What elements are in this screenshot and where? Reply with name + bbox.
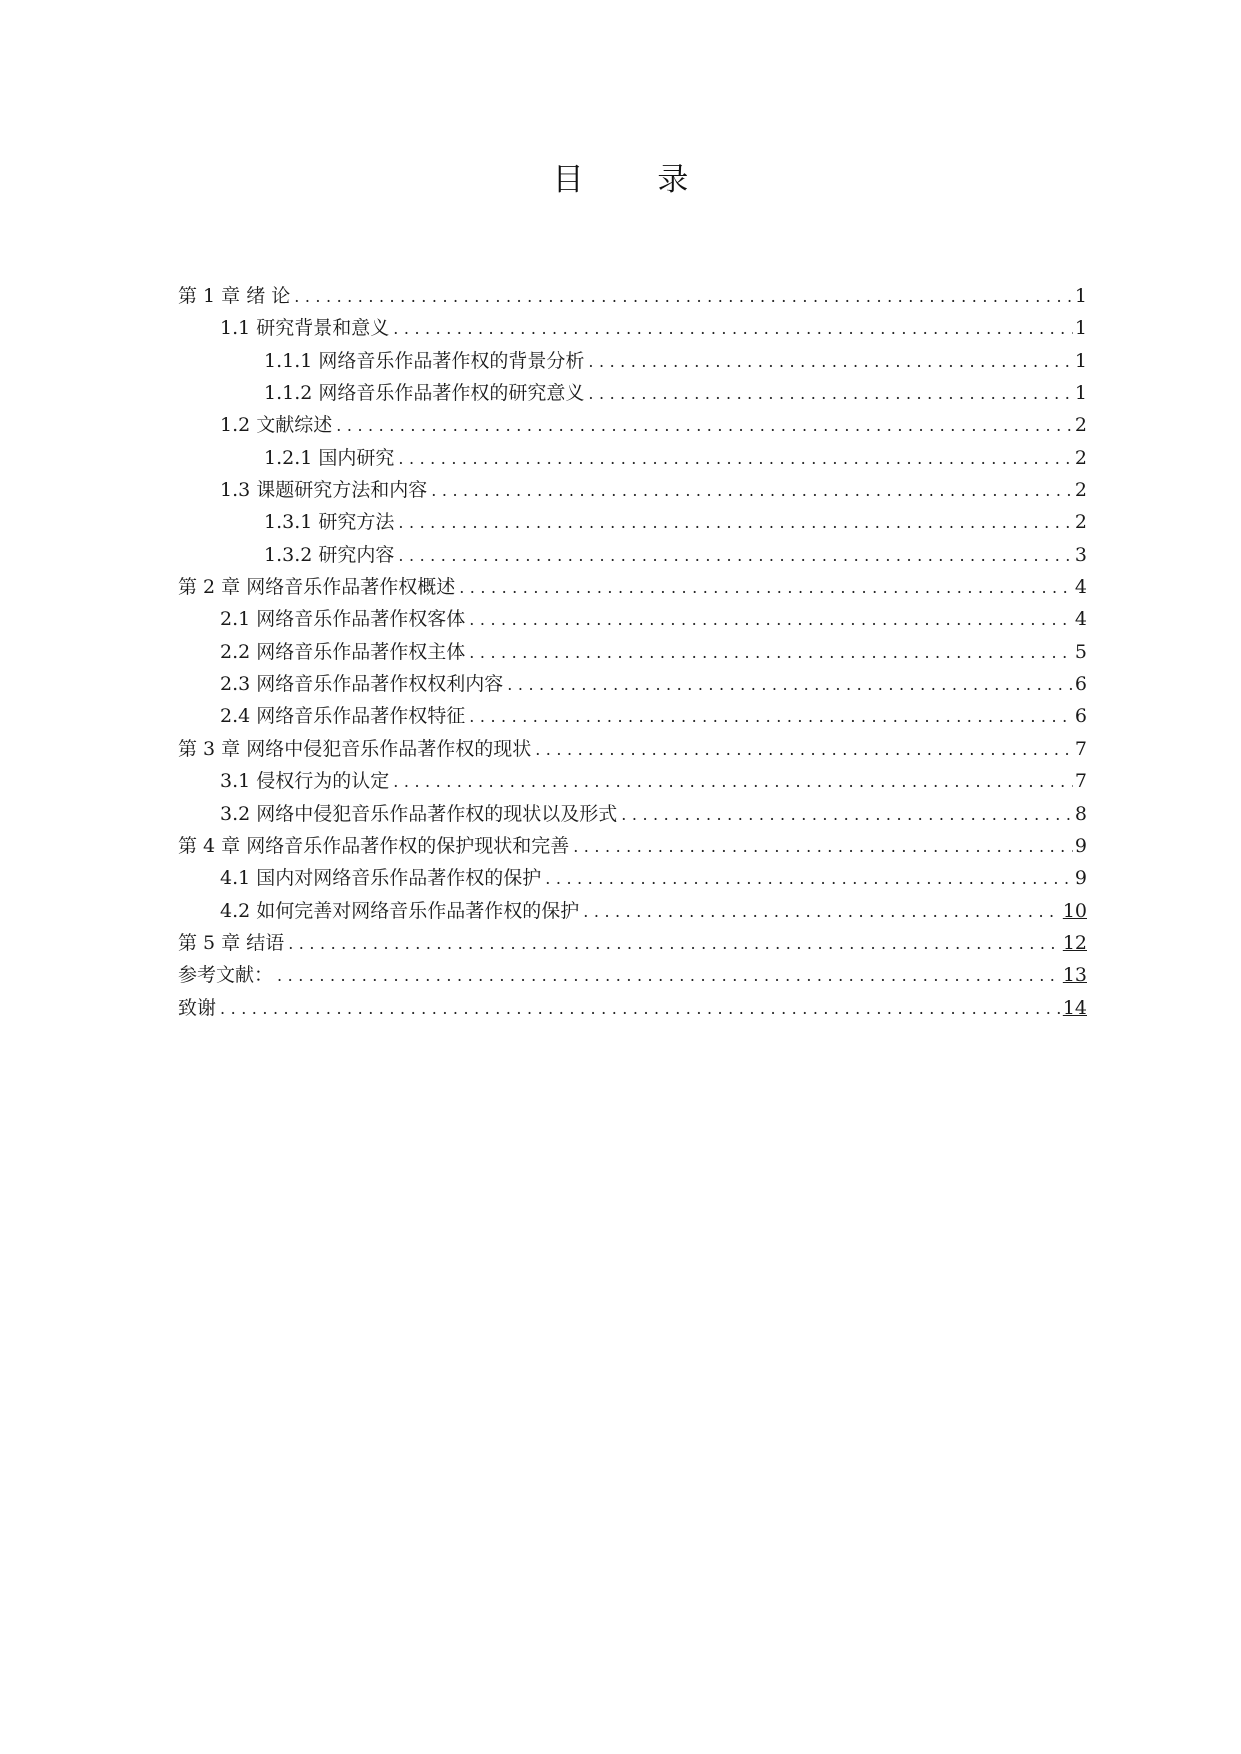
dot-leader bbox=[588, 378, 1073, 410]
toc-page-number: 2 bbox=[1074, 446, 1087, 469]
toc-entry[interactable] bbox=[178, 571, 1087, 603]
toc-entry[interactable] bbox=[178, 636, 1087, 668]
dot-leader bbox=[288, 928, 1061, 960]
toc-entry-title: 第 5 章 结语 bbox=[178, 931, 285, 954]
toc-entry[interactable] bbox=[178, 959, 1087, 991]
toc-page-number: 6 bbox=[1074, 705, 1087, 728]
dot-leader bbox=[220, 993, 1061, 1025]
toc-entry[interactable] bbox=[178, 733, 1087, 765]
toc-entry-title: 4.1 国内对网络音乐作品著作权的保护 bbox=[220, 867, 542, 890]
toc-page-number: 6 bbox=[1074, 673, 1087, 696]
dot-leader bbox=[469, 604, 1073, 636]
toc-entry[interactable] bbox=[178, 280, 1087, 312]
dot-leader bbox=[393, 313, 1073, 345]
toc-page-number: 10 bbox=[1062, 899, 1087, 922]
dot-leader bbox=[277, 960, 1061, 992]
toc-entry-title: 1.1 研究背景和意义 bbox=[220, 317, 390, 340]
toc-entry-title: 1.3.1 研究方法 bbox=[264, 511, 395, 534]
dot-leader bbox=[393, 766, 1073, 798]
toc-entry-title: 3.2 网络中侵犯音乐作品著作权的现状以及形式 bbox=[220, 802, 618, 825]
toc-page-number: 1 bbox=[1074, 382, 1087, 405]
toc-entry[interactable] bbox=[178, 992, 1087, 1024]
toc-entry-title: 1.3 课题研究方法和内容 bbox=[220, 479, 428, 502]
toc-entry[interactable] bbox=[178, 345, 1087, 377]
page-title: 目 录 bbox=[552, 162, 721, 198]
toc-page-number: 2 bbox=[1074, 414, 1087, 437]
toc-entry[interactable] bbox=[178, 409, 1087, 441]
toc-entry-title: 2.1 网络音乐作品著作权客体 bbox=[220, 608, 466, 631]
dot-leader bbox=[398, 507, 1073, 539]
dot-leader bbox=[507, 669, 1073, 701]
toc-entry[interactable] bbox=[178, 765, 1087, 797]
table-of-contents bbox=[178, 280, 1087, 1024]
toc-page-number: 1 bbox=[1074, 349, 1087, 372]
toc-page-number: 2 bbox=[1074, 479, 1087, 502]
toc-entry[interactable] bbox=[178, 312, 1087, 344]
toc-entry-title: 第 1 章 绪 论 bbox=[178, 285, 291, 307]
toc-entry-title: 1.1.2 网络音乐作品著作权的研究意义 bbox=[264, 382, 585, 405]
toc-entry[interactable] bbox=[178, 377, 1087, 409]
toc-entry-title: 第 4 章 网络音乐作品著作权的保护现状和完善 bbox=[178, 834, 570, 857]
toc-entry-title: 2.4 网络音乐作品著作权特征 bbox=[220, 705, 466, 728]
toc-entry-title: 2.2 网络音乐作品著作权主体 bbox=[220, 640, 466, 663]
dot-leader bbox=[398, 540, 1073, 572]
toc-entry-title: 3.1 侵权行为的认定 bbox=[220, 770, 390, 793]
toc-entry[interactable] bbox=[178, 668, 1087, 700]
toc-page-number: 5 bbox=[1074, 640, 1087, 663]
toc-entry[interactable] bbox=[178, 442, 1087, 474]
toc-page-number: 3 bbox=[1074, 543, 1087, 566]
toc-entry[interactable] bbox=[178, 539, 1087, 571]
dot-leader bbox=[583, 896, 1061, 928]
toc-entry[interactable] bbox=[178, 506, 1087, 538]
toc-entry-title: 4.2 如何完善对网络音乐作品著作权的保护 bbox=[220, 899, 580, 922]
dot-leader bbox=[398, 443, 1073, 475]
toc-entry[interactable] bbox=[178, 862, 1087, 894]
toc-page-number: 7 bbox=[1074, 770, 1087, 793]
toc-entry-title: 第 3 章 网络中侵犯音乐作品著作权的现状 bbox=[178, 737, 532, 760]
toc-page-number: 4 bbox=[1074, 608, 1087, 631]
toc-entry-title: 第 2 章 网络音乐作品著作权概述 bbox=[178, 576, 456, 599]
toc-page-number: 2 bbox=[1074, 511, 1087, 534]
toc-page-number: 13 bbox=[1062, 964, 1087, 987]
dot-leader bbox=[621, 799, 1073, 831]
toc-page-number: 8 bbox=[1074, 802, 1087, 825]
toc-entry-title: 参考文献： bbox=[178, 964, 274, 987]
toc-entry-title: 1.1.1 网络音乐作品著作权的背景分析 bbox=[264, 349, 585, 372]
toc-page-number: 4 bbox=[1074, 576, 1087, 599]
dot-leader bbox=[431, 475, 1073, 507]
toc-page-number: 9 bbox=[1074, 867, 1087, 890]
toc-entry[interactable] bbox=[178, 603, 1087, 635]
toc-entry[interactable] bbox=[178, 895, 1087, 927]
dot-leader bbox=[545, 863, 1073, 895]
toc-entry[interactable] bbox=[178, 927, 1087, 959]
toc-entry-title: 1.2 文献综述 bbox=[220, 414, 333, 437]
toc-entry-title: 1.2.1 国内研究 bbox=[264, 446, 395, 469]
toc-page-number: 12 bbox=[1062, 931, 1087, 954]
toc-entry-title: 致谢 bbox=[178, 996, 217, 1019]
toc-page-number: 7 bbox=[1074, 737, 1087, 760]
toc-page-number: 1 bbox=[1074, 317, 1087, 340]
dot-leader bbox=[588, 346, 1073, 378]
toc-page-number: 14 bbox=[1062, 996, 1087, 1019]
toc-entry[interactable] bbox=[178, 798, 1087, 830]
dot-leader bbox=[336, 410, 1073, 442]
dot-leader bbox=[469, 637, 1073, 669]
toc-entry[interactable] bbox=[178, 474, 1087, 506]
toc-entry[interactable] bbox=[178, 830, 1087, 862]
toc-page-number: 1 bbox=[1074, 285, 1087, 307]
toc-page-number: 9 bbox=[1074, 834, 1087, 857]
toc-entry[interactable] bbox=[178, 700, 1087, 732]
toc-entry-title: 1.3.2 研究内容 bbox=[264, 543, 395, 566]
dot-leader bbox=[469, 701, 1073, 733]
dot-leader bbox=[573, 831, 1073, 863]
dot-leader bbox=[294, 281, 1073, 313]
dot-leader bbox=[459, 572, 1073, 604]
dot-leader bbox=[535, 734, 1073, 766]
toc-entry-title: 2.3 网络音乐作品著作权权利内容 bbox=[220, 673, 504, 696]
